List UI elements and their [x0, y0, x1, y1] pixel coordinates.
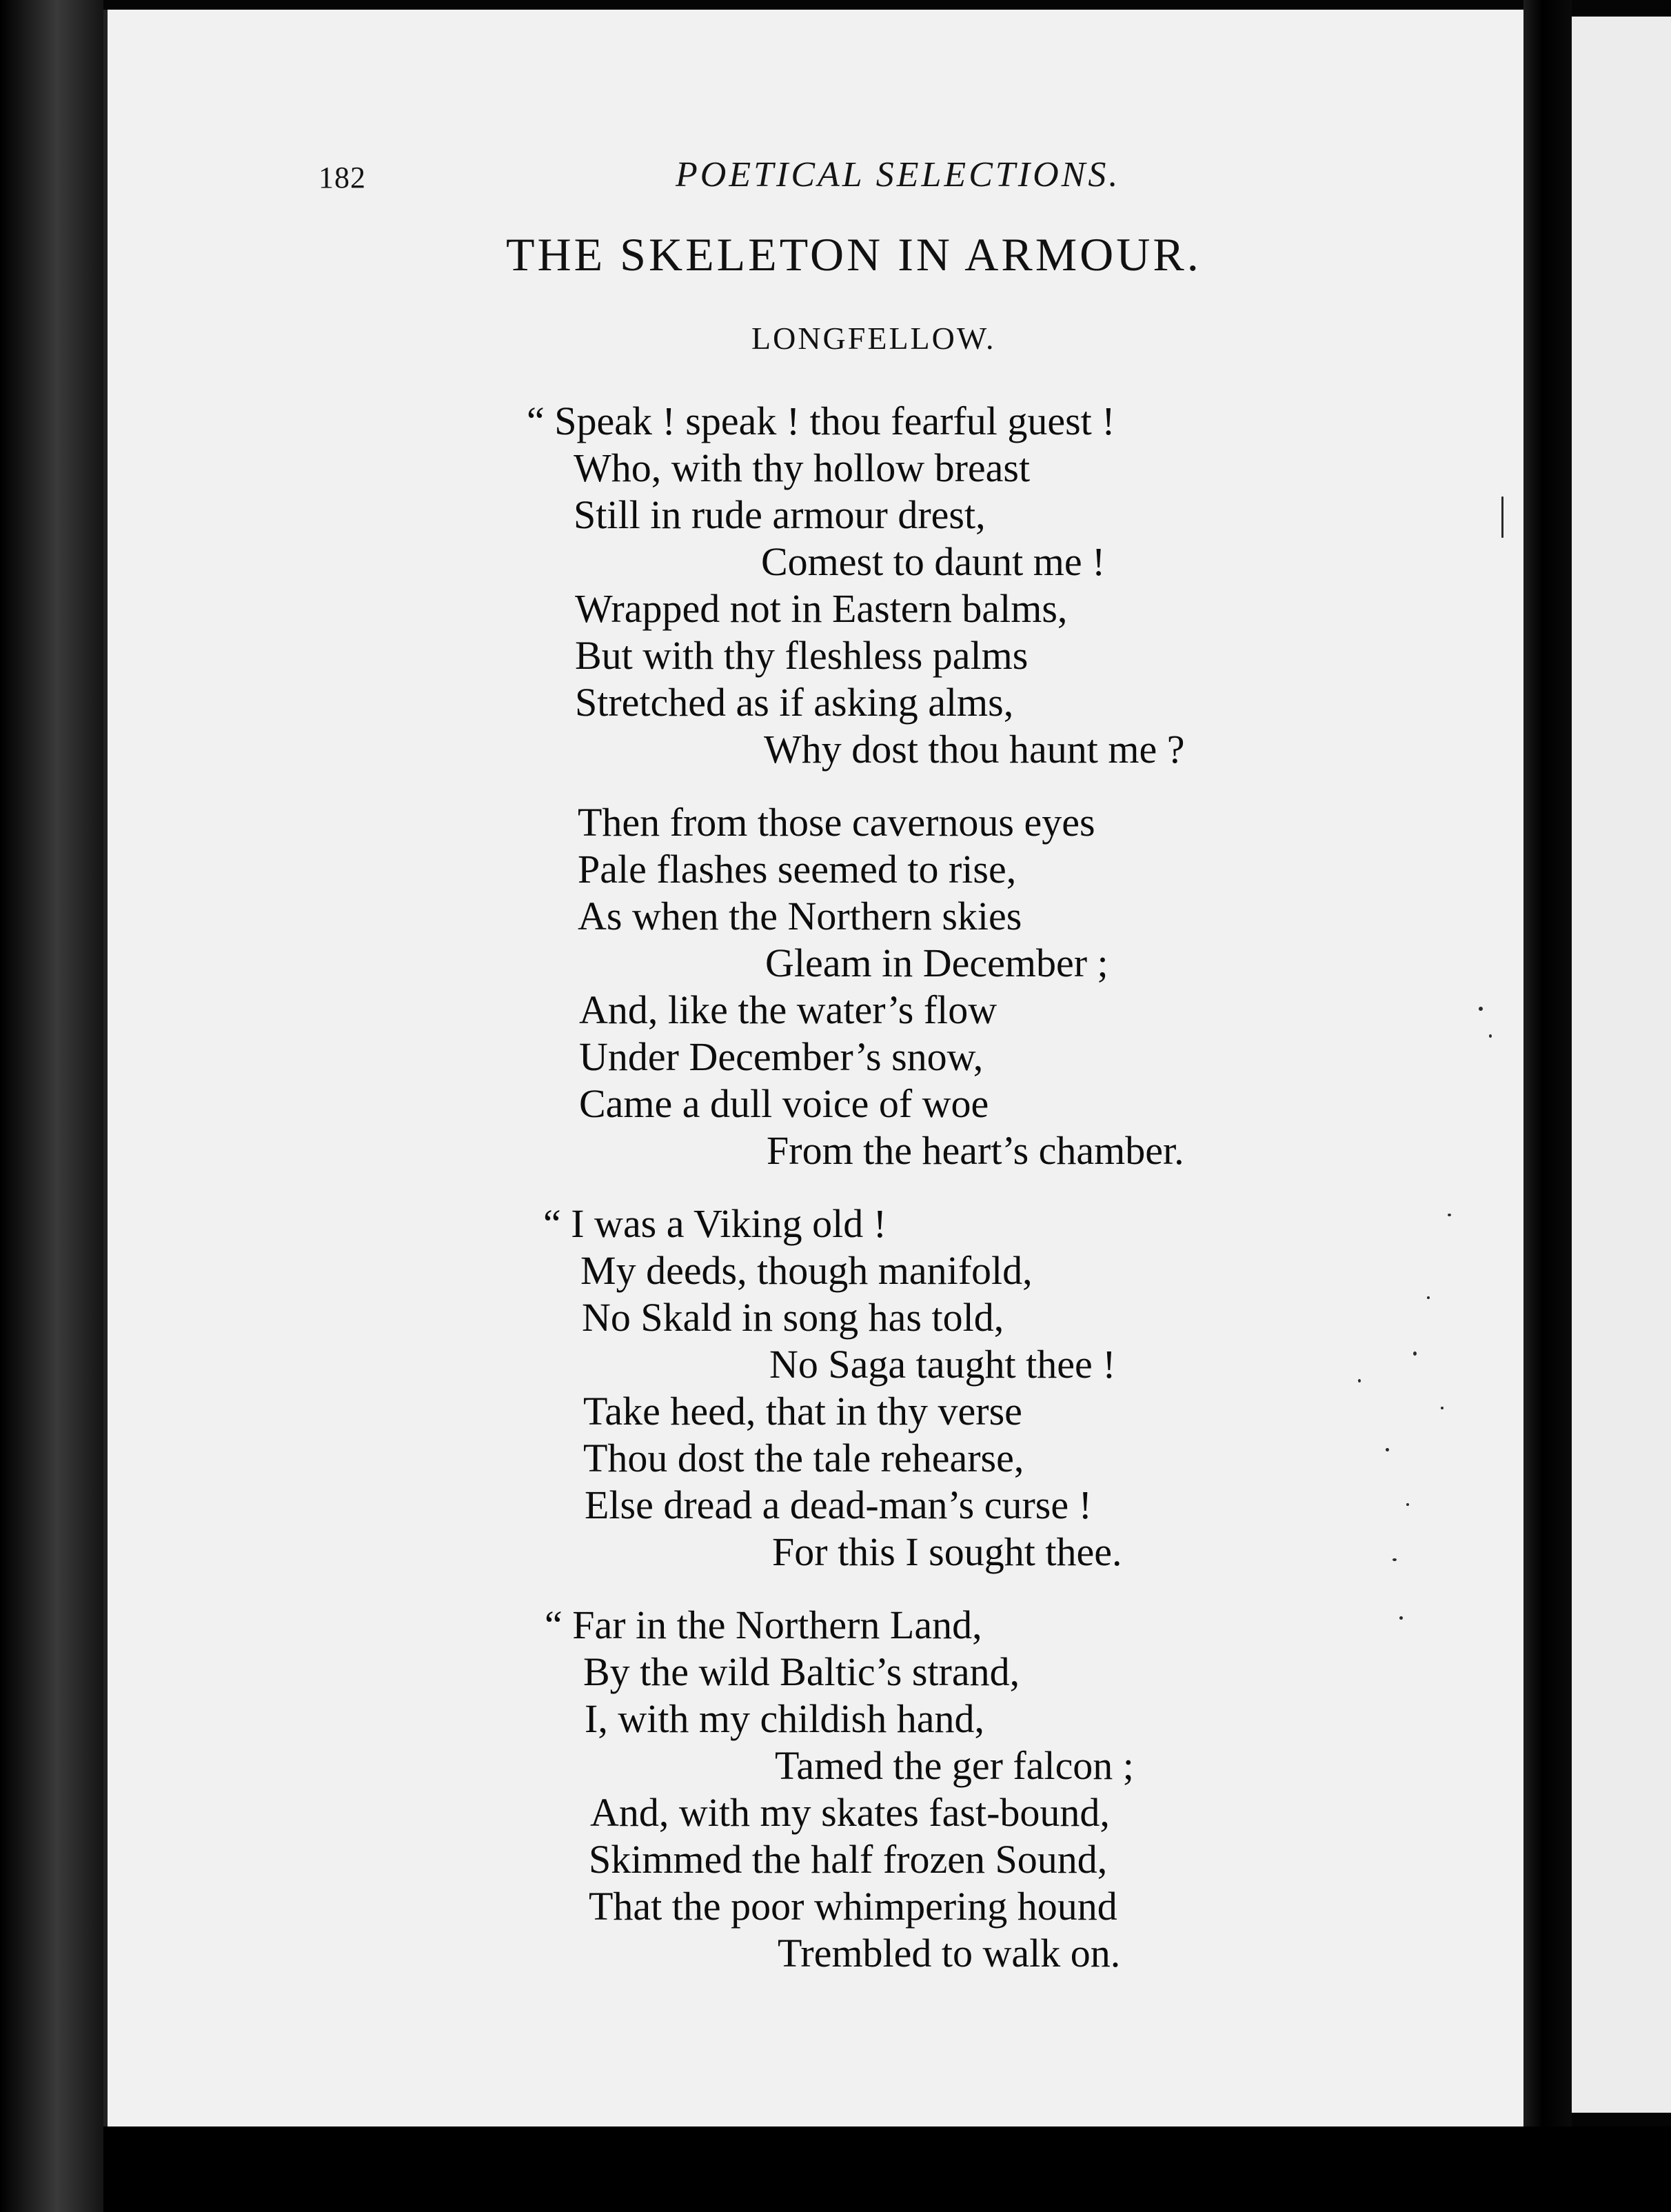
poem-line: Came a dull voice of woe	[579, 1081, 989, 1126]
poem-line: Take heed, that in thy verse	[583, 1389, 1022, 1434]
poem-line: That the poor whimpering hound	[589, 1884, 1117, 1929]
poem-line: No Skald in song has told,	[582, 1295, 1004, 1340]
poem-line: No Saga taught thee !	[769, 1342, 1116, 1387]
poem-line: Pale flashes seemed to rise,	[578, 847, 1017, 892]
poem-line: And, with my skates fast-bound,	[590, 1790, 1110, 1835]
poem-line: Else dread a dead-man’s curse !	[585, 1482, 1092, 1527]
poem-title: THE SKELETON IN ARMOUR.	[506, 228, 1202, 281]
poem-line: But with thy fleshless palms	[575, 633, 1029, 678]
poem-line: Who, with thy hollow breast	[574, 445, 1031, 490]
poem-line: As when the Northern skies	[578, 894, 1022, 938]
poem-author: LONGFELLOW.	[751, 321, 996, 356]
next-page-edge	[1572, 17, 1671, 2113]
scan-bottom-margin	[103, 2126, 1671, 2212]
poem-line: From the heart’s chamber.	[767, 1128, 1184, 1173]
poem-line: Trembled to walk on.	[778, 1931, 1121, 1975]
poem-line: Gleam in December ;	[765, 941, 1108, 985]
poem-line: “ I was a Viking old !	[543, 1201, 887, 1246]
poem-line: Comest to daunt me !	[761, 539, 1106, 584]
book-binding-edge	[0, 0, 103, 2212]
poem-line: Skimmed the half frozen Sound,	[589, 1837, 1108, 1882]
poem-line: Thou dost the tale rehearse,	[583, 1436, 1024, 1480]
poem-line: Stretched as if asking alms,	[575, 680, 1014, 725]
poem-line: Why dost thou haunt me ?	[764, 727, 1185, 772]
poem-line: Tamed the ger falcon ;	[775, 1743, 1134, 1788]
poem-line: Still in rude armour drest,	[574, 492, 986, 537]
poem-line: Wrapped not in Eastern balms,	[575, 586, 1068, 631]
poem-line: My deeds, though manifold,	[580, 1248, 1033, 1293]
poem-line: “ Speak ! speak ! thou fearful guest !	[527, 399, 1115, 443]
poem-line: And, like the water’s flow	[579, 987, 997, 1032]
page-number: 182	[318, 161, 366, 194]
poem-line: “ Far in the Northern Land,	[545, 1602, 982, 1647]
poem-line: I, with my childish hand,	[585, 1696, 984, 1741]
poem-line: By the wild Baltic’s strand,	[583, 1649, 1020, 1694]
poem-line: For this I sought thee.	[772, 1529, 1122, 1574]
poem-line: Under December’s snow,	[579, 1034, 984, 1079]
poem-line: Then from those cavernous eyes	[578, 800, 1095, 845]
running-head: POETICAL SELECTIONS.	[676, 155, 1121, 194]
page-gutter	[1523, 0, 1572, 2212]
